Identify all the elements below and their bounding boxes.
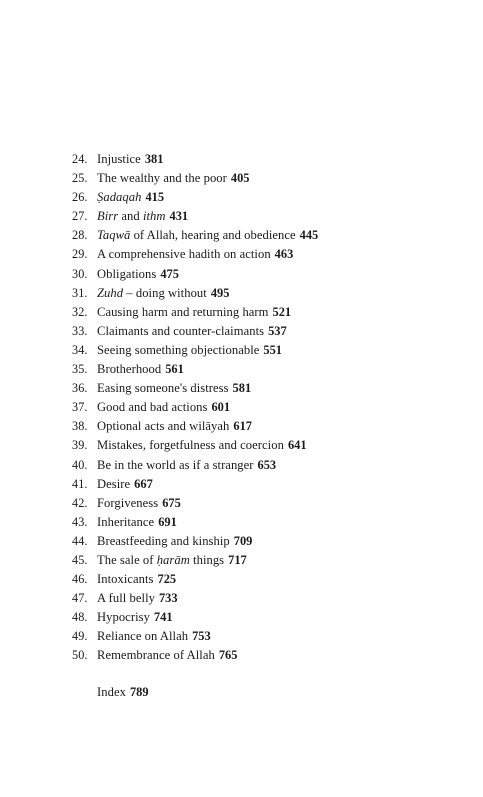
toc-entry-page-number: 675 xyxy=(162,495,181,510)
toc-entry-page-number: 581 xyxy=(232,381,252,396)
toc-entry-page-number: 741 xyxy=(153,610,173,625)
toc-entry-number: 24. xyxy=(72,152,88,166)
toc-entry[interactable] xyxy=(72,417,462,436)
toc-entry[interactable] xyxy=(72,589,462,608)
toc-entry[interactable] xyxy=(72,456,462,475)
toc-title-segment: A full belly xyxy=(97,591,155,606)
toc-title-segment: Optional acts and wilāyah xyxy=(97,419,230,434)
index-title: Index xyxy=(97,685,126,699)
toc-entry-title xyxy=(97,436,284,455)
toc-entry[interactable] xyxy=(72,360,462,379)
toc-entry-title xyxy=(97,341,259,360)
toc-entry-number: 48. xyxy=(72,610,88,625)
toc-entry-page-number: 717 xyxy=(228,552,247,567)
toc-entry-number: 35. xyxy=(72,362,88,377)
toc-entry[interactable] xyxy=(72,169,462,188)
toc-entry-number: 38. xyxy=(72,419,88,434)
toc-title-segment: Obligations xyxy=(97,266,157,281)
toc-entry-title xyxy=(97,608,150,627)
toc-entry-title xyxy=(97,226,296,245)
toc-title-segment: things xyxy=(189,552,225,567)
toc-title-segment: Claimants and counter-claimants xyxy=(97,323,265,338)
toc-entry-number: 43. xyxy=(72,514,88,529)
toc-entry-page-number: 641 xyxy=(287,438,307,453)
toc-entry-number: 27. xyxy=(72,209,88,224)
toc-entry-number: 45. xyxy=(72,552,88,567)
toc-title-italic-segment: Birr xyxy=(97,209,119,224)
toc-entry-page-number: 405 xyxy=(230,171,250,186)
toc-entry-number: 37. xyxy=(72,400,88,415)
toc-entry-number: 25. xyxy=(72,171,88,186)
toc-entry[interactable] xyxy=(72,379,462,398)
toc-entry[interactable] xyxy=(72,284,462,303)
toc-title-segment: Inheritance xyxy=(97,514,155,529)
toc-entry[interactable] xyxy=(72,570,462,589)
toc-entry[interactable] xyxy=(72,532,462,551)
toc-entry[interactable] xyxy=(72,188,462,207)
toc-entry-title xyxy=(97,303,269,322)
toc-entry-number: 34. xyxy=(72,342,88,357)
toc-title-italic-segment: Taqwā xyxy=(97,228,131,243)
toc-entry-page-number: 725 xyxy=(157,572,177,587)
toc-entry[interactable] xyxy=(72,245,462,264)
toc-title-segment: Mistakes, forgetfulness and coercion xyxy=(97,438,284,453)
index-page-number: 789 xyxy=(129,685,149,699)
toc-entry[interactable] xyxy=(72,513,462,532)
toc-title-segment: A comprehensive hadith on action xyxy=(97,247,271,262)
toc-title-segment: and xyxy=(118,209,143,224)
toc-entry[interactable] xyxy=(72,303,462,322)
toc-entry-title xyxy=(97,627,188,646)
toc-entry-page-number: 601 xyxy=(211,400,231,415)
toc-entry[interactable] xyxy=(72,398,462,417)
toc-entry[interactable] xyxy=(72,150,462,169)
toc-entry-number: 26. xyxy=(72,190,88,205)
toc-entry-number: 39. xyxy=(72,438,88,453)
toc-title-segment: Injustice xyxy=(97,152,141,166)
toc-entry-title xyxy=(97,322,264,341)
toc-entry-title xyxy=(97,207,166,226)
toc-entry[interactable] xyxy=(72,646,462,665)
toc-entry-number: 32. xyxy=(72,304,88,319)
toc-entry-title xyxy=(97,398,207,417)
toc-entry[interactable] xyxy=(72,608,462,627)
toc-entry-title xyxy=(97,589,155,608)
toc-entry-title xyxy=(97,475,130,494)
toc-entry-page-number: 617 xyxy=(233,419,252,434)
toc-entry-title xyxy=(97,417,229,436)
toc-entry-page-number: 431 xyxy=(169,209,189,224)
toc-entry[interactable] xyxy=(72,265,462,284)
table-of-contents xyxy=(72,150,462,666)
toc-entry-number: 31. xyxy=(72,285,88,300)
toc-entry-number: 33. xyxy=(72,323,88,338)
toc-title-segment: – doing without xyxy=(123,285,207,300)
toc-entry-page-number: 551 xyxy=(263,342,282,357)
toc-title-segment: Easing someone's distress xyxy=(97,381,229,396)
toc-entry-title xyxy=(97,646,215,665)
toc-entry-number: 30. xyxy=(72,266,88,281)
toc-title-italic-segment: Ṣadaqah xyxy=(97,190,142,205)
toc-entry-title xyxy=(97,360,161,379)
toc-entry-number: 40. xyxy=(72,457,88,472)
toc-entry-page-number: 753 xyxy=(192,629,211,644)
toc-entry-title xyxy=(97,551,224,570)
toc-entry-page-number: 561 xyxy=(165,362,184,377)
index-entry[interactable] xyxy=(97,683,149,702)
toc-entry-number: 41. xyxy=(72,476,88,491)
toc-title-segment: Remembrance of Allah xyxy=(97,648,215,663)
toc-entry-page-number: 521 xyxy=(272,304,292,319)
toc-entry-page-number: 765 xyxy=(218,648,238,663)
toc-entry[interactable] xyxy=(72,494,462,513)
toc-entry-number: 42. xyxy=(72,495,88,510)
toc-title-segment: Good and bad actions xyxy=(97,400,208,415)
toc-title-segment: Desire xyxy=(97,476,131,491)
toc-entry-page-number: 733 xyxy=(158,591,178,606)
toc-entry-title xyxy=(97,379,229,398)
toc-entry-number: 28. xyxy=(72,228,88,243)
toc-entry-title xyxy=(97,456,254,475)
toc-entry-page-number: 445 xyxy=(299,228,319,243)
toc-entry-page-number: 415 xyxy=(145,190,165,205)
toc-title-segment: Hypocrisy xyxy=(97,610,150,625)
toc-entry-title xyxy=(97,513,154,532)
toc-title-segment: The sale of xyxy=(97,552,157,567)
toc-entry-title xyxy=(97,284,207,303)
toc-entry-number: 29. xyxy=(72,247,88,262)
toc-entry[interactable] xyxy=(72,341,462,360)
toc-entry-number: 44. xyxy=(72,533,88,548)
toc-title-italic-segment: Zuhd xyxy=(97,285,124,300)
toc-entry-page-number: 709 xyxy=(233,533,253,548)
toc-entry-page-number: 653 xyxy=(257,457,277,472)
toc-entry-title xyxy=(97,169,227,188)
toc-entry[interactable] xyxy=(72,226,462,245)
toc-entry-title xyxy=(97,570,154,589)
toc-entry[interactable] xyxy=(72,475,462,494)
toc-title-segment: Intoxicants xyxy=(97,572,154,587)
toc-entry-page-number: 495 xyxy=(210,285,230,300)
toc-title-segment: The wealthy and the poor xyxy=(97,171,227,186)
toc-title-segment: Reliance on Allah xyxy=(97,629,189,644)
toc-entry[interactable] xyxy=(72,436,462,455)
toc-title-segment: Forgiveness xyxy=(97,495,159,510)
toc-entry-title xyxy=(97,494,158,513)
toc-entry[interactable] xyxy=(72,207,462,226)
toc-entry[interactable] xyxy=(72,551,462,570)
toc-title-italic-segment: ḥarām xyxy=(156,552,190,567)
toc-entry-page-number: 691 xyxy=(158,514,177,529)
toc-title-segment: Brotherhood xyxy=(97,362,162,377)
toc-entry-number: 50. xyxy=(72,648,88,663)
toc-title-segment: of Allah, hearing and obedience xyxy=(130,228,296,243)
toc-title-segment: Breastfeeding and kinship xyxy=(97,533,230,548)
toc-entry-page-number: 463 xyxy=(274,247,294,262)
toc-entry-page-number: 381 xyxy=(144,152,164,166)
toc-entry-title xyxy=(97,150,141,169)
toc-entry-title xyxy=(97,188,141,207)
toc-title-segment: Be in the world as if a stranger xyxy=(97,457,254,472)
toc-entry-number: 49. xyxy=(72,629,88,644)
toc-entry-title xyxy=(97,532,230,551)
toc-entry-page-number: 667 xyxy=(134,476,153,491)
toc-entry[interactable] xyxy=(72,322,462,341)
toc-entry-page-number: 537 xyxy=(268,323,287,338)
toc-entry-title xyxy=(97,245,271,264)
toc-entry-title xyxy=(97,265,156,284)
toc-title-segment: Causing harm and returning harm xyxy=(97,304,269,319)
toc-entry[interactable] xyxy=(72,627,462,646)
toc-entry-page-number: 475 xyxy=(160,266,179,281)
toc-entry-number: 46. xyxy=(72,572,88,587)
toc-entry-number: 47. xyxy=(72,591,88,606)
toc-title-segment: Seeing something objectionable xyxy=(97,342,260,357)
toc-entry-number: 36. xyxy=(72,381,88,396)
toc-title-italic-segment: ithm xyxy=(142,209,166,224)
